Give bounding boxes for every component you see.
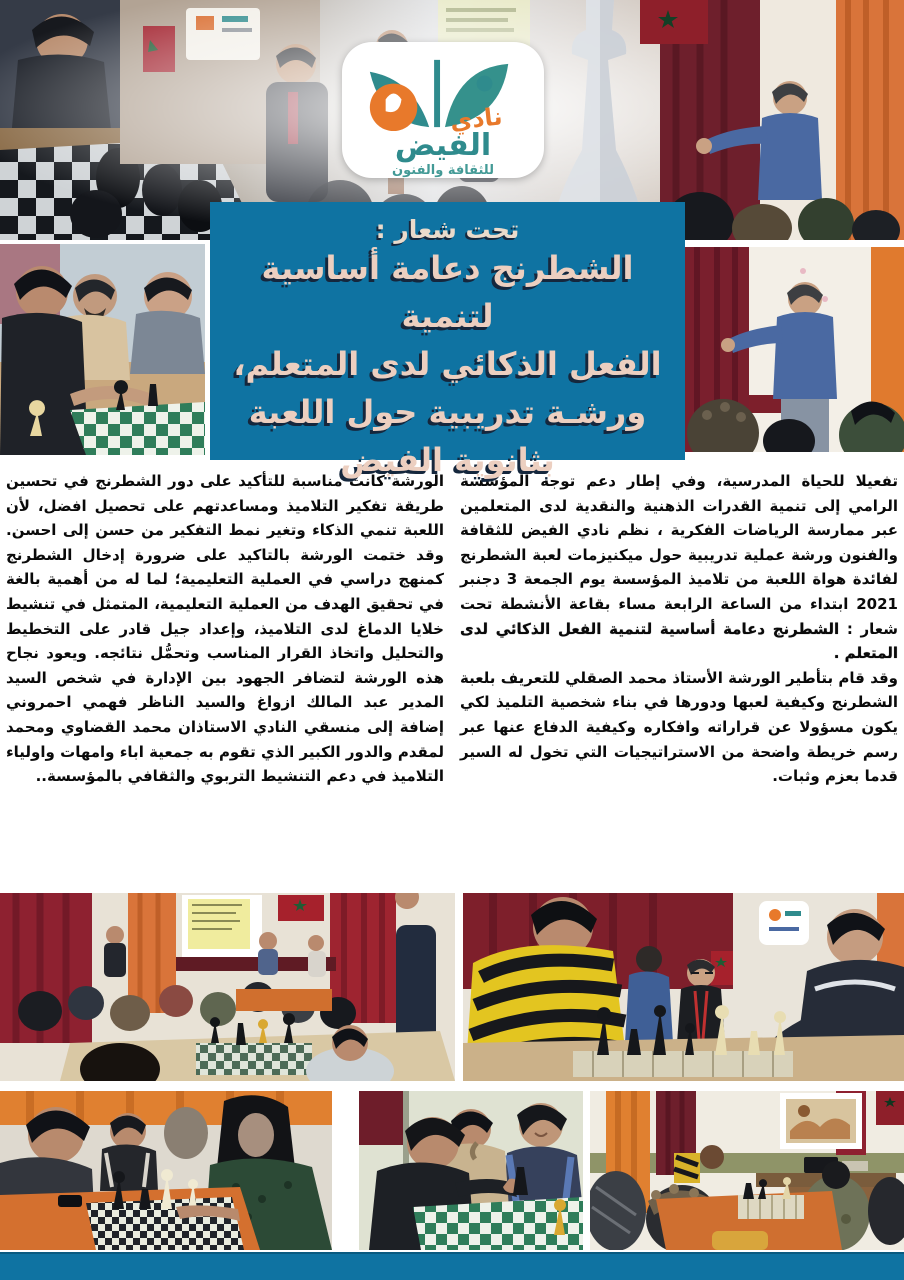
logo-word-nadi: نادي	[448, 102, 504, 136]
mid-right-photo	[683, 247, 904, 452]
mid-right-art	[683, 247, 904, 452]
logo-leaves-icon	[342, 48, 544, 135]
article-column-right	[460, 469, 898, 887]
screening-room-art	[590, 1091, 904, 1250]
logo-word-alfayd: الفيض	[394, 128, 492, 163]
right-paragraph-1-bold-slogan: الشطرنج دعامة أساسية لتنمية الفعل الذكائي لدى المتعلم .	[460, 619, 898, 663]
article-body	[6, 469, 898, 887]
hall-overview-art	[0, 893, 455, 1081]
left-paragraph-1: الورشة كانت مناسبة للتأكيد على دور الشطرنج في تحسين طريقة تفكير التلاميذ ومساعدتهم على تحصيل افضل، لأن اللعبة تنمي الذكاء وتغير نمط التفكير من حسن إلى احسن. وقد ختمت الورشة بالتاكيد على ضرورة إدخال الشطرنج كمنهج دراسي في العملية التعليمية؛ لما له من أهمية بالغة في تحقيق الهدف من العملية التعليمية، المتمثل في تنشيط خلايا الدماغ لدى التلاميذ، وإعداد جيل قادر على التخطيط والتحليل واتخاذ القرار المناسب وتحمُّل نتائجه. ويعود نجاح هذه الورشة لتضافر الجهود بين الإدارة في شخص السيد المدير عبد المالك ازواغ والسيد الناظر فهمي احمروني إضافة إلى منسقي النادي الاستاذان محمد القضاوي ومحمد لمقدم والدور الكبير الذي تقوم به جمعية اباء وامهات واولياء التلاميذ في دعم التنشيط التربوي والثقافي بالمؤسسة..	[6, 472, 444, 786]
banner-line-1: الشطرنج دعامة أساسية لتنمية	[261, 249, 634, 335]
projected-image	[786, 1099, 856, 1143]
face-off-photo	[463, 893, 904, 1081]
banner-line-4: بثانوية الفيض	[340, 441, 555, 479]
banner-line-3: ورشـة تدريبية حول اللعبة	[248, 393, 647, 431]
banner-line-2: الفعل الذكائي لدى المتعلم،	[233, 345, 662, 383]
club-logo	[342, 42, 544, 178]
footer-bar	[0, 1252, 904, 1280]
green-board-move-art	[359, 1091, 583, 1250]
orange-table-match-photo	[0, 1091, 332, 1250]
orange-table-match-art	[0, 1091, 332, 1250]
logo-tagline: للثقافة والفنون	[392, 163, 494, 178]
banner-pretitle: تحت شعار :	[375, 215, 520, 244]
green-board-move-photo	[359, 1091, 583, 1250]
mid-left-photo	[0, 244, 205, 455]
screening-room-photo	[590, 1091, 904, 1250]
blurred-student	[164, 1107, 208, 1159]
yellow-chair	[712, 1231, 768, 1250]
hall-overview-photo	[0, 893, 455, 1081]
slogan-banner	[210, 202, 685, 479]
right-paragraph-2: وقد قام بتأطير الورشة الأستاذ محمد الصقلي للتعريف بلعبة الشطرنج وكيفية لعبها ودورها في بناء شخصية التلميذ لكي يكون مسؤولا عن قراراته وافكاره وكيفية الدفاع عنها عبر رسم خريطة واضحة من الاستراتيجيات التي تخول له السير قدما بعزم وثبات.	[460, 668, 898, 786]
right-paragraph-1-text: تفعيلا للحياة المدرسية، وفي إطار دعم توجه المؤسسة الرامي إلى تنمية القدرات الذهنية والنقدية لدى المتعلمين عبر ممارسة الرياضات الفكرية ، نظم نادي الفيض للثقافة والفنون ورشة عملية تدريبية حول ميكنيزمات لعبة الشطرنج لفائدة هواة اللعبة من تلاميذ المؤسسة يوم الجمعة 3 دجنبر 2021 ابتداء من الساعة الرابعة مساء بقاعة الأنشطة تحت شعار :	[460, 472, 898, 638]
mid-left-art	[0, 244, 205, 455]
right-paragraph-1	[460, 469, 898, 666]
face-off-art	[463, 893, 904, 1081]
article-column-left	[6, 469, 444, 887]
